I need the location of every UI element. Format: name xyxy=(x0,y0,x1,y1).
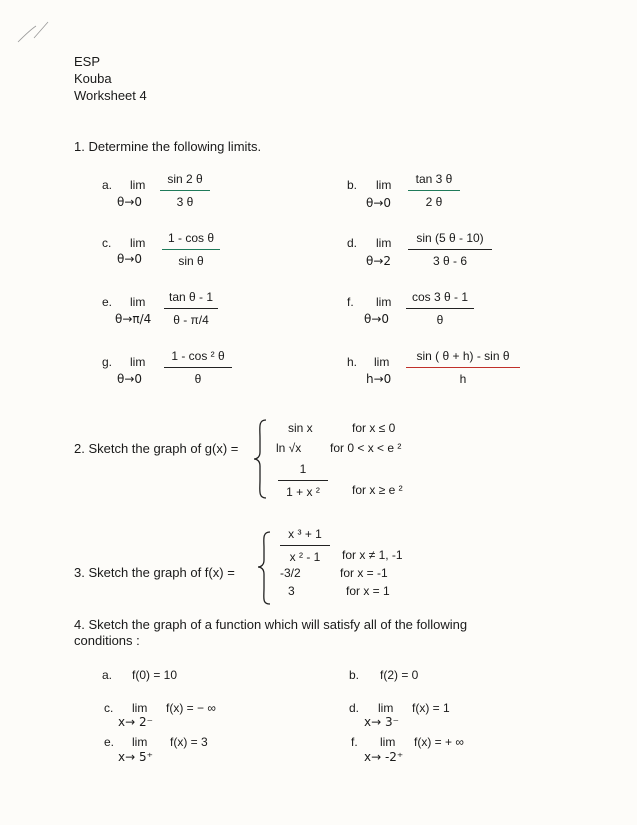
q1c-lim: lim xyxy=(130,236,146,250)
q3-prompt: 3. Sketch the graph of f(x) = xyxy=(74,565,235,580)
q1b-fraction-bar xyxy=(408,190,460,191)
q3-case3-expr: 3 xyxy=(288,584,295,598)
q1c-lim-sub: θ→0 xyxy=(117,252,143,266)
q1a-label: a. xyxy=(102,178,113,192)
q1f-fraction-bar xyxy=(406,308,474,309)
q1f-lim: lim xyxy=(376,295,392,309)
q1h-lim: lim xyxy=(374,355,390,369)
q1e-numerator: tan θ - 1 xyxy=(168,290,214,304)
q3-case3-cond: for x = 1 xyxy=(346,584,390,598)
q1h-fraction-bar xyxy=(406,367,520,368)
q1g-denominator: θ xyxy=(194,372,202,386)
q2-case1-expr: sin x xyxy=(288,421,313,435)
q1g-numerator: 1 - cos ² θ xyxy=(171,349,225,363)
q1d-numerator: sin (5 θ - 10) xyxy=(416,231,484,245)
q1c-denominator: sin θ xyxy=(178,254,204,268)
q4d-lim-sub: x→ 3⁻ xyxy=(364,715,399,729)
q2-case3-denominator: 1 + x ² xyxy=(286,485,320,499)
q3-case1-bar xyxy=(280,545,330,546)
q1g-fraction-bar xyxy=(164,367,232,368)
q3-case2-expr: -3/2 xyxy=(280,566,301,580)
q1g-lim: lim xyxy=(130,355,146,369)
q4a-condition: f(0) = 10 xyxy=(132,668,178,682)
header-instructor: Kouba xyxy=(74,71,112,86)
header-worksheet: Worksheet 4 xyxy=(74,88,147,103)
q2-case3-fraction xyxy=(278,462,328,500)
q1c-fraction xyxy=(162,231,220,269)
q4f-rhs: f(x) = + ∞ xyxy=(414,735,464,749)
q4a-label: a. xyxy=(102,668,113,682)
q1d-denominator: 3 θ - 6 xyxy=(432,254,468,268)
q3-case2-cond: for x = -1 xyxy=(340,566,388,580)
q4f-lim-sub: x→ -2⁺ xyxy=(364,750,404,764)
q2-case3-bar xyxy=(278,480,328,481)
q1f-denominator: θ xyxy=(436,313,444,327)
q1a-denominator: 3 θ xyxy=(176,195,194,209)
q1d-fraction-bar xyxy=(408,249,492,250)
q1e-denominator: θ - π/4 xyxy=(173,313,209,327)
q1b-label: b. xyxy=(347,178,358,192)
q3-case1-fraction xyxy=(280,527,330,565)
q1b-fraction xyxy=(408,172,460,210)
q2-left-brace xyxy=(252,418,268,500)
q1d-label: d. xyxy=(347,236,358,250)
q1b-numerator: tan 3 θ xyxy=(415,172,453,186)
q1h-lim-sub: h→0 xyxy=(366,372,392,386)
q1-prompt: 1. Determine the following limits. xyxy=(74,139,262,154)
q1f-numerator: cos 3 θ - 1 xyxy=(411,290,469,304)
q1b-lim: lim xyxy=(376,178,392,192)
q3-case1-denominator: x ² - 1 xyxy=(289,550,321,564)
q4c-rhs: f(x) = − ∞ xyxy=(166,701,216,715)
q1a-fraction xyxy=(160,172,210,210)
q2-case3-numerator: 1 xyxy=(299,462,307,476)
q3-case1-numerator: x ³ + 1 xyxy=(288,527,322,541)
q4c-label: c. xyxy=(104,701,114,715)
q4c-lim: lim xyxy=(132,701,148,715)
q1d-lim-sub: θ→2 xyxy=(366,254,392,268)
q4e-lim-sub: x→ 5⁺ xyxy=(118,750,153,764)
q2-case2-expr: ln √x xyxy=(276,441,302,455)
header-course: ESP xyxy=(74,54,101,69)
pencil-scribble xyxy=(14,14,54,48)
q3-left-brace xyxy=(256,530,272,606)
q2-case3-cond: for x ≥ e ² xyxy=(352,483,403,497)
q1g-fraction xyxy=(164,349,232,387)
q4d-rhs: f(x) = 1 xyxy=(412,701,450,715)
q1c-numerator: 1 - cos θ xyxy=(167,231,215,245)
q4d-label: d. xyxy=(349,701,360,715)
q1e-lim: lim xyxy=(130,295,146,309)
q1c-fraction-bar xyxy=(162,249,220,250)
q1c-label: c. xyxy=(102,236,112,250)
q1f-label: f. xyxy=(347,295,354,309)
q1a-lim: lim xyxy=(130,178,146,192)
q4e-label: e. xyxy=(104,735,115,749)
q1e-lim-sub: θ→π/4 xyxy=(115,312,152,326)
q4f-lim: lim xyxy=(380,735,396,749)
q2-prompt: 2. Sketch the graph of g(x) = xyxy=(74,441,239,456)
q1b-lim-sub: θ→0 xyxy=(366,196,392,210)
q2-case1-cond: for x ≤ 0 xyxy=(352,421,396,435)
q4b-condition: f(2) = 0 xyxy=(380,668,419,682)
q4e-lim: lim xyxy=(132,735,148,749)
q1f-fraction xyxy=(406,290,474,328)
q1a-numerator: sin 2 θ xyxy=(167,172,203,186)
q4b-label: b. xyxy=(349,668,360,682)
q1h-denominator: h xyxy=(459,372,467,386)
q1a-lim-sub: θ→0 xyxy=(117,195,143,209)
q4f-label: f. xyxy=(351,735,358,749)
q1a-fraction-bar xyxy=(160,190,210,191)
q1h-label: h. xyxy=(347,355,358,369)
q4e-rhs: f(x) = 3 xyxy=(170,735,208,749)
q1b-denominator: 2 θ xyxy=(425,195,443,209)
q1g-label: g. xyxy=(102,355,113,369)
q1e-fraction xyxy=(164,290,218,328)
q1e-fraction-bar xyxy=(164,308,218,309)
q1e-label: e. xyxy=(102,295,113,309)
q1d-fraction xyxy=(408,231,492,269)
q4-prompt-line2: conditions : xyxy=(74,633,140,648)
q4-prompt-line1: 4. Sketch the graph of a function which will satisfy all of the following xyxy=(74,617,468,632)
q4c-lim-sub: x→ 2⁻ xyxy=(118,715,153,729)
q2-case2-cond: for 0 < x < e ² xyxy=(330,441,402,455)
q1f-lim-sub: θ→0 xyxy=(364,312,390,326)
q1h-numerator: sin ( θ + h) - sin θ xyxy=(416,349,510,363)
q1d-lim: lim xyxy=(376,236,392,250)
q1g-lim-sub: θ→0 xyxy=(117,372,143,386)
q4d-lim: lim xyxy=(378,701,394,715)
q3-case1-cond: for x ≠ 1, -1 xyxy=(342,548,403,562)
q1h-fraction xyxy=(406,349,520,387)
